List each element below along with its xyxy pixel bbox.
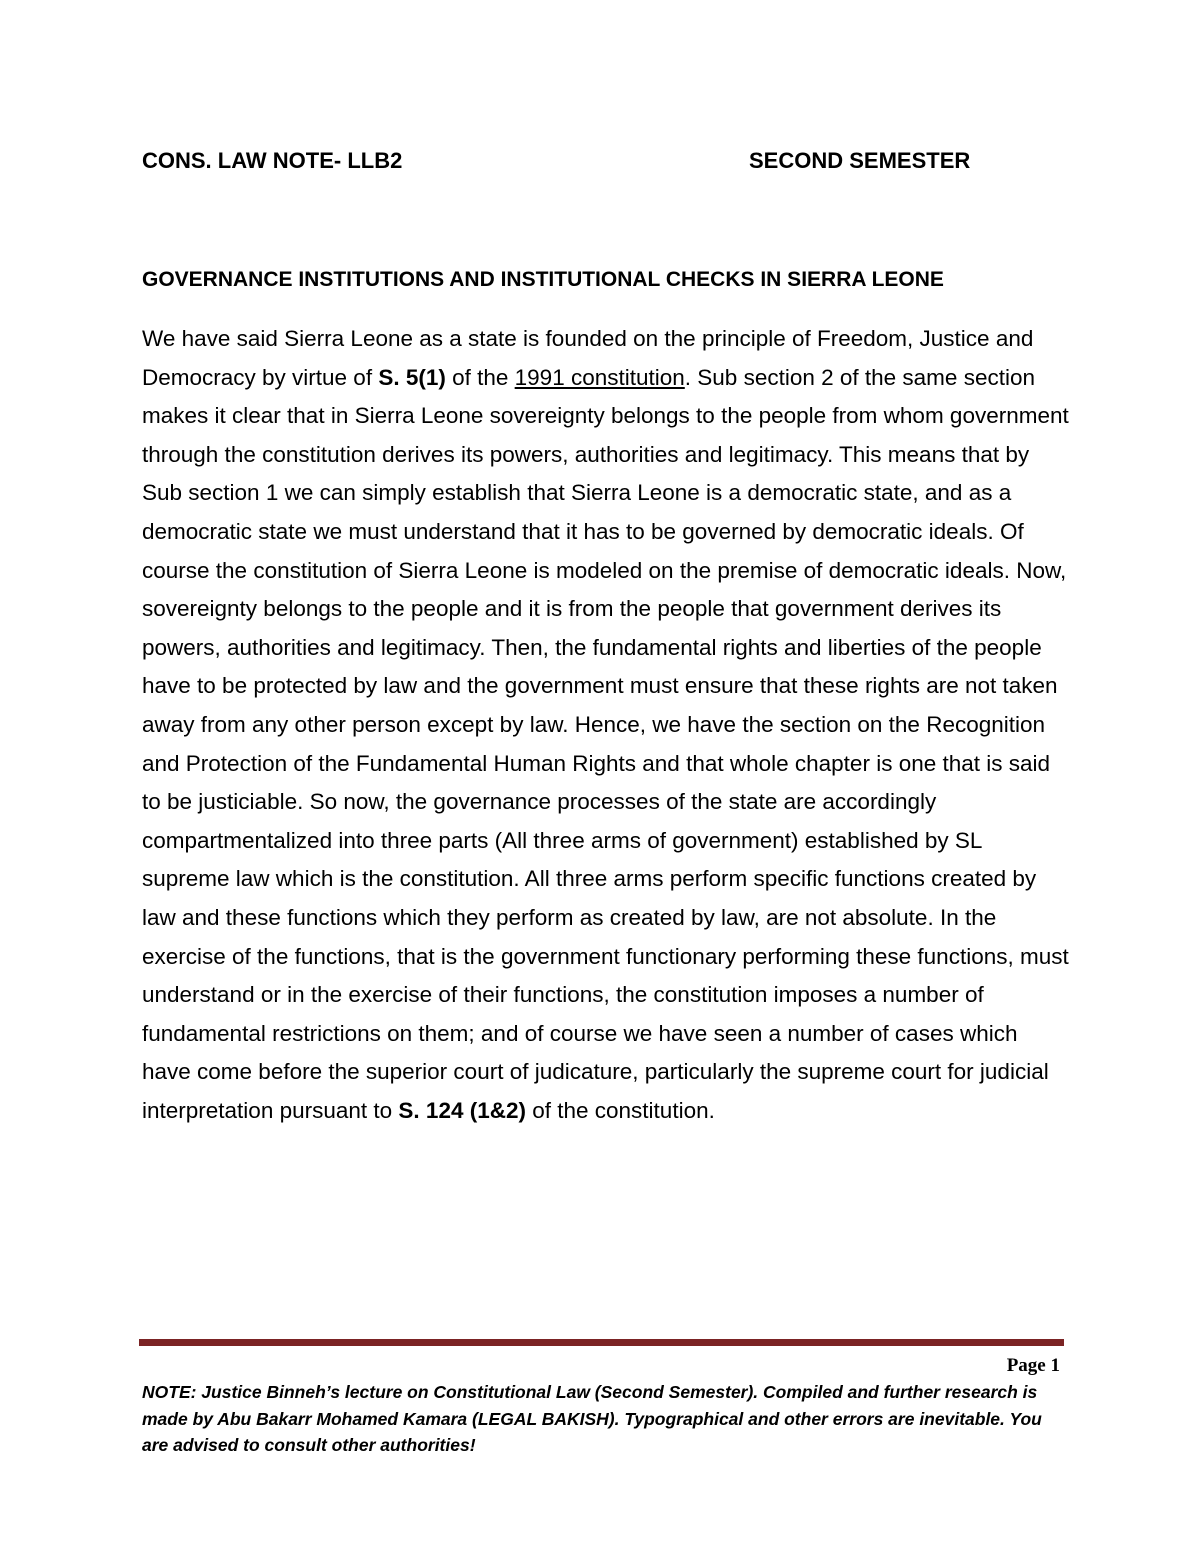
footer-note: NOTE: Justice Binneh’s lecture on Constitutional Law (Second Semester). Compiled and further research is made by Abu Bakarr Mohamed Kamara (LEGAL BAKISH). Typographical and other errors are inevitable. You are advised to consult other authorities!: [142, 1382, 1042, 1455]
page-number: Page 1: [1006, 1355, 1060, 1376]
body-text-part-2: of the: [445, 364, 515, 390]
header-semester: SECOND SEMESTER: [749, 148, 971, 173]
body-text-part-4: of the constitution.: [525, 1097, 715, 1123]
section-reference: S. 5(1): [378, 364, 446, 390]
body-paragraph: [142, 320, 1072, 1130]
body-text-part-1: We have said Sierra Leone as a state is founded on the principle of Freedom, Justice and Democracy by virtue of: [142, 326, 1034, 390]
section-title: GOVERNANCE INSTITUTIONS AND INSTITUTIONAL CHECKS IN SIERRA LEONE: [142, 268, 944, 291]
constitution-reference: 1991 constitution: [514, 364, 685, 390]
section-reference: S. 124 (1&2): [398, 1097, 526, 1123]
body-text-part-3: . Sub section 2 of the same section makes it clear that in Sierra Leone sovereignty belongs to the people from whom government through the constitution derives its powers, authorities and legitimacy. This means that by Sub section 1 we can simply establish that Sierra Leone is a democratic state, and as a democratic state we must understand that it has to be governed by democratic ideals. Of course the constitution of Sierra Leone is modeled on the premise of democratic ideals. Now, sovereignty belongs to the people and it is from the people that government derives its powers, authorities and legitimacy. Then, the fundamental rights and liberties of the people have to be protected by law and the government must ensure that these rights are not taken away from any other person except by law. Hence, we have the section on the Recognition and Protection of the Fundamental Human Rights and that whole chapter is one that is said to be justiciable. So now, the governance processes of the state are accordingly compartmentalized into three parts (All three arms of government) established by SL supreme law which is the constitution. All three arms perform specific functions created by law and these functions which they perform as created by law, are not absolute. In the exercise of the functions, that is the government functionary performing these functions, must understand or in the exercise of their functions, the constitution imposes a number of fundamental restrictions on them; and of course we have seen a number of cases which have come before the superior court of judicature, particularly the supreme court for judicial interpretation pursuant to: [142, 364, 1069, 1123]
header-course-title: CONS. LAW NOTE- LLB2: [142, 148, 403, 173]
footer-divider: [139, 1339, 1064, 1346]
